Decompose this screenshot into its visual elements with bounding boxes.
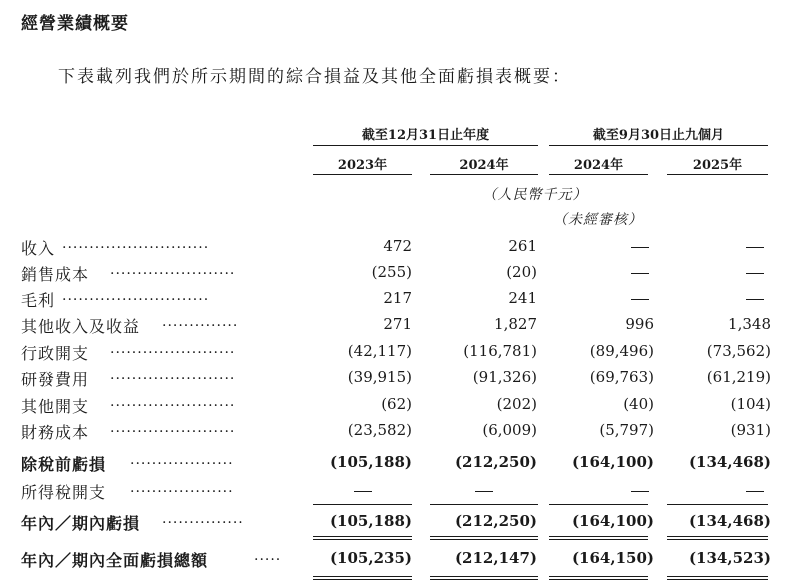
grand-total-double-underline-1a [313, 576, 412, 577]
cell-value: (134,468) [688, 512, 771, 530]
group-header-nine-months: 截至9月30日止九個月 [592, 128, 725, 143]
cell-value: 217 [383, 289, 412, 307]
table-row [0, 394, 790, 420]
cell-value: (164,100) [571, 512, 654, 530]
nil-dash [631, 299, 649, 300]
row-label: 財務成本 [21, 423, 90, 442]
leader-dots: .............. [162, 314, 239, 330]
row-label: 所得稅開支 [21, 483, 107, 502]
subtotal-underline-1 [313, 504, 412, 505]
cell-value: (40) [623, 395, 654, 413]
year-underline-2 [430, 174, 538, 175]
group-underline-nine-months [549, 145, 768, 146]
row-label: 毛利 [21, 291, 56, 310]
table-row [0, 341, 790, 367]
leader-dots: ........................... [62, 236, 210, 252]
group-header-year: 截至12月31日止年度 [361, 128, 490, 143]
leader-dots: ........................... [62, 288, 210, 304]
row-label: 年內／期內全面虧損總額 [21, 551, 209, 570]
cell-value: (73,562) [706, 342, 771, 360]
intro-text: 下表載列我們於所示期間的綜合損益及其他全面虧損表概要： [58, 67, 571, 87]
nil-dash [631, 247, 649, 248]
unaudited-note: （未經審核） [553, 212, 643, 228]
leader-dots: ....................... [110, 394, 236, 410]
table-row [0, 480, 790, 506]
table-row [0, 511, 790, 537]
leader-dots: ....................... [110, 420, 236, 436]
table-row [0, 367, 790, 393]
cell-value: (202) [496, 395, 537, 413]
year-underline-3 [549, 174, 648, 175]
total-double-underline-3a [549, 536, 648, 537]
grand-total-double-underline-3b [549, 579, 648, 580]
row-label: 年內／期內虧損 [21, 514, 141, 533]
grand-total-double-underline-4a [667, 576, 768, 577]
section-title: 經營業績概要 [21, 14, 129, 34]
cell-value: (62) [381, 395, 412, 413]
cell-value: (134,523) [688, 549, 771, 567]
table-row [0, 262, 790, 288]
table-row [0, 548, 790, 574]
subtotal-underline-3 [549, 504, 648, 505]
nil-dash [746, 247, 764, 248]
subtotal-underline-4 [667, 504, 768, 505]
cell-value: (164,150) [571, 549, 654, 567]
subtotal-underline-2 [430, 504, 538, 505]
year-header-2024: 2024年 [459, 158, 509, 173]
group-underline-year [313, 145, 538, 146]
cell-value: (164,100) [571, 453, 654, 471]
leader-dots: ....................... [110, 367, 236, 383]
cell-value: (105,235) [329, 549, 412, 567]
cell-value: (5,797) [599, 421, 654, 439]
leader-dots: ................... [130, 480, 234, 496]
cell-value: (134,468) [688, 453, 771, 471]
cell-value: (42,117) [347, 342, 412, 360]
cell-value: (212,250) [454, 512, 537, 530]
cell-value: (61,219) [706, 368, 771, 386]
year-underline-1 [313, 174, 412, 175]
total-double-underline-1a [313, 536, 412, 537]
total-double-underline-2b [430, 539, 538, 540]
year-header-2023: 2023年 [337, 158, 388, 173]
cell-value: (6,009) [482, 421, 537, 439]
year-underline-4 [667, 174, 768, 175]
row-label: 銷售成本 [21, 265, 90, 284]
year-header-2024-nine-months: 2024年 [573, 158, 624, 173]
cell-value: (23,582) [347, 421, 412, 439]
table-row [0, 420, 790, 446]
cell-value: 241 [508, 289, 537, 307]
grand-total-double-underline-4b [667, 579, 768, 580]
cell-value: (89,496) [589, 342, 654, 360]
cell-value: (255) [371, 263, 412, 281]
cell-value: (69,763) [589, 368, 654, 386]
nil-dash [354, 491, 372, 492]
cell-value: 271 [383, 315, 412, 333]
cell-value: (931) [730, 421, 771, 439]
row-label: 其他開支 [21, 397, 90, 416]
cell-value: 1,827 [494, 315, 537, 333]
nil-dash [746, 273, 764, 274]
cell-value: 1,348 [728, 315, 771, 333]
row-label: 收入 [21, 239, 56, 258]
table-row [0, 452, 790, 478]
year-header-2025-nine-months: 2025年 [692, 158, 743, 173]
nil-dash [746, 491, 764, 492]
cell-value: 472 [383, 237, 412, 255]
cell-value: (105,188) [329, 512, 412, 530]
total-double-underline-4b [667, 539, 768, 540]
leader-dots: ............... [162, 511, 244, 527]
cell-value: (104) [730, 395, 771, 413]
row-label: 其他收入及收益 [21, 317, 141, 336]
nil-dash [631, 491, 649, 492]
nil-dash [475, 491, 493, 492]
cell-value: (212,250) [454, 453, 537, 471]
total-double-underline-2a [430, 536, 538, 537]
cell-value: (91,326) [472, 368, 537, 386]
grand-total-double-underline-2b [430, 579, 538, 580]
nil-dash [746, 299, 764, 300]
total-double-underline-3b [549, 539, 648, 540]
total-double-underline-4a [667, 536, 768, 537]
cell-value: (39,915) [347, 368, 412, 386]
cell-value: (105,188) [329, 453, 412, 471]
leader-dots: ................... [130, 452, 234, 468]
row-label: 行政開支 [21, 344, 90, 363]
table-row [0, 288, 790, 314]
grand-total-double-underline-1b [313, 579, 412, 580]
table-row [0, 236, 790, 262]
unit-note: （人民幣千元） [482, 187, 588, 203]
nil-dash [631, 273, 649, 274]
cell-value: 261 [508, 237, 537, 255]
grand-total-double-underline-3a [549, 576, 648, 577]
total-double-underline-1b [313, 539, 412, 540]
cell-value: 996 [625, 315, 654, 333]
leader-dots: ....................... [110, 341, 236, 357]
leader-dots: ....................... [110, 262, 236, 278]
cell-value: (212,147) [454, 549, 537, 567]
cell-value: (116,781) [463, 342, 537, 360]
row-label: 研發費用 [21, 370, 90, 389]
row-label: 除稅前虧損 [21, 455, 107, 474]
grand-total-double-underline-2a [430, 576, 538, 577]
leader-dots: ..... [254, 548, 282, 564]
table-row [0, 314, 790, 340]
cell-value: (20) [506, 263, 537, 281]
